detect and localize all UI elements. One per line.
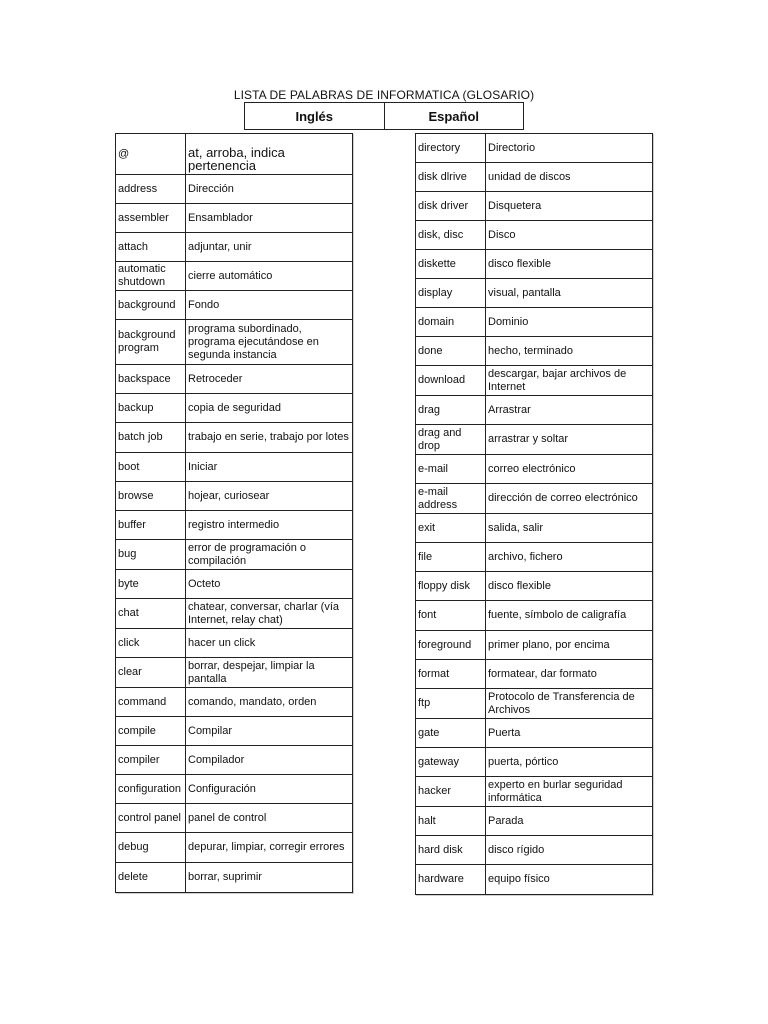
- term-spanish: copia de seguridad: [186, 394, 353, 423]
- table-row: [116, 570, 353, 599]
- term-english: backspace: [116, 365, 186, 394]
- term-english: compiler: [116, 746, 186, 775]
- term-spanish: at, arroba, indica pertenencia: [186, 134, 353, 175]
- term-english: @: [116, 134, 186, 175]
- term-spanish: arrastrar y soltar: [486, 425, 653, 455]
- term-english: e-mail address: [416, 484, 486, 514]
- table-row: [416, 865, 653, 895]
- table-row: [416, 396, 653, 425]
- term-spanish: cierre automático: [186, 262, 353, 291]
- term-spanish: fuente, símbolo de caligrafía: [486, 601, 653, 631]
- table-row: [416, 514, 653, 543]
- term-english: batch job: [116, 423, 186, 453]
- table-row: [116, 291, 353, 320]
- term-english: font: [416, 601, 486, 631]
- table-row: [116, 423, 353, 453]
- term-english: background program: [116, 320, 186, 365]
- table-row: [116, 394, 353, 423]
- header-spanish: Español: [384, 103, 524, 129]
- table-row: [416, 455, 653, 484]
- term-spanish: Arrastrar: [486, 396, 653, 425]
- table-row: [116, 629, 353, 658]
- table-row: [116, 658, 353, 688]
- term-spanish: Fondo: [186, 291, 353, 320]
- term-english: background: [116, 291, 186, 320]
- table-row: [416, 689, 653, 719]
- term-english: disk, disc: [416, 221, 486, 250]
- term-english: click: [116, 629, 186, 658]
- glossary-table-left: [115, 133, 353, 893]
- term-english: domain: [416, 308, 486, 337]
- term-spanish: panel de control: [186, 804, 353, 833]
- term-spanish: Dominio: [486, 308, 653, 337]
- term-english: debug: [116, 833, 186, 863]
- term-spanish: hacer un click: [186, 629, 353, 658]
- table-row: [116, 511, 353, 540]
- term-english: disk dlrive: [416, 163, 486, 192]
- term-english: compile: [116, 717, 186, 746]
- term-spanish: Disquetera: [486, 192, 653, 221]
- term-spanish: descargar, bajar archivos de Internet: [486, 366, 653, 396]
- term-spanish: equipo físico: [486, 865, 653, 895]
- term-english: display: [416, 279, 486, 308]
- term-english: delete: [116, 863, 186, 893]
- term-spanish: Retroceder: [186, 365, 353, 394]
- table-row: [116, 746, 353, 775]
- term-english: automatic shutdown: [116, 262, 186, 291]
- term-english: done: [416, 337, 486, 366]
- term-spanish: unidad de discos: [486, 163, 653, 192]
- term-english: bug: [116, 540, 186, 570]
- term-spanish: visual, pantalla: [486, 279, 653, 308]
- table-row: [416, 425, 653, 455]
- table-row: [416, 221, 653, 250]
- table-row: [116, 804, 353, 833]
- term-spanish: hojear, curiosear: [186, 482, 353, 511]
- term-spanish: borrar, despejar, limpiar la pantalla: [186, 658, 353, 688]
- table-row: [416, 163, 653, 192]
- term-spanish: hecho, terminado: [486, 337, 653, 366]
- table-row: [416, 308, 653, 337]
- table-row: [116, 233, 353, 262]
- table-row: [416, 134, 653, 163]
- term-english: chat: [116, 599, 186, 629]
- term-english: command: [116, 688, 186, 717]
- term-spanish: comando, mandato, orden: [186, 688, 353, 717]
- table-row: [116, 482, 353, 511]
- term-english: address: [116, 175, 186, 204]
- term-spanish: trabajo en serie, trabajo por lotes: [186, 423, 353, 453]
- term-spanish: registro intermedio: [186, 511, 353, 540]
- term-english: byte: [116, 570, 186, 599]
- glossary-table-right: [415, 133, 653, 895]
- header-english: Inglés: [295, 108, 334, 124]
- term-spanish: formatear, dar formato: [486, 660, 653, 689]
- column-header: [244, 102, 524, 130]
- term-spanish: programa subordinado, programa ejecutándose en segunda instancia: [186, 320, 353, 365]
- table-row: [416, 192, 653, 221]
- term-spanish: error de programación o compilación: [186, 540, 353, 570]
- term-spanish: Parada: [486, 807, 653, 836]
- table-row: [416, 337, 653, 366]
- table-row: [416, 777, 653, 807]
- term-english: boot: [116, 453, 186, 482]
- term-spanish: dirección de correo electrónico: [486, 484, 653, 514]
- table-row: [116, 453, 353, 482]
- term-spanish: Ensamblador: [186, 204, 353, 233]
- table-row: [116, 775, 353, 804]
- term-spanish: Puerta: [486, 719, 653, 748]
- table-row: [116, 262, 353, 291]
- term-english: format: [416, 660, 486, 689]
- table-row: [116, 204, 353, 233]
- table-row: [416, 484, 653, 514]
- term-english: disk driver: [416, 192, 486, 221]
- term-english: gateway: [416, 748, 486, 777]
- term-english: ftp: [416, 689, 486, 719]
- table-row: [416, 719, 653, 748]
- table-row: [416, 366, 653, 396]
- term-spanish: adjuntar, unir: [186, 233, 353, 262]
- table-row: [416, 660, 653, 689]
- table-row: [416, 572, 653, 601]
- term-english: backup: [116, 394, 186, 423]
- term-spanish: Dirección: [186, 175, 353, 204]
- term-english: diskette: [416, 250, 486, 279]
- table-row: [116, 833, 353, 863]
- table-row: [116, 365, 353, 394]
- table-row: [116, 688, 353, 717]
- term-spanish: disco rígido: [486, 836, 653, 865]
- table-row: [116, 599, 353, 629]
- table-row: [416, 807, 653, 836]
- term-english: halt: [416, 807, 486, 836]
- term-spanish: depurar, limpiar, corregir errores: [186, 833, 353, 863]
- term-spanish: chatear, conversar, charlar (vía Internet, relay chat): [186, 599, 353, 629]
- term-english: browse: [116, 482, 186, 511]
- table-row: [116, 320, 353, 365]
- term-spanish: Directorio: [486, 134, 653, 163]
- term-spanish: primer plano, por encima: [486, 631, 653, 660]
- term-spanish: puerta, pórtico: [486, 748, 653, 777]
- term-english: file: [416, 543, 486, 572]
- table-row: [416, 279, 653, 308]
- term-spanish: Disco: [486, 221, 653, 250]
- table-row: [416, 631, 653, 660]
- term-spanish: salida, salir: [486, 514, 653, 543]
- table-row: [116, 134, 353, 175]
- table-row: [416, 543, 653, 572]
- term-spanish: disco flexible: [486, 572, 653, 601]
- term-english: exit: [416, 514, 486, 543]
- term-spanish: Protocolo de Transferencia de Archivos: [486, 689, 653, 719]
- term-spanish: Configuración: [186, 775, 353, 804]
- term-spanish: archivo, fichero: [486, 543, 653, 572]
- page-title: LISTA DE PALABRAS DE INFORMATICA (GLOSARIO): [233, 88, 535, 102]
- table-row: [416, 748, 653, 777]
- table-row: [116, 175, 353, 204]
- table-row: [416, 836, 653, 865]
- table-row: [416, 250, 653, 279]
- term-spanish: Iniciar: [186, 453, 353, 482]
- term-spanish: Octeto: [186, 570, 353, 599]
- term-english: drag: [416, 396, 486, 425]
- term-english: attach: [116, 233, 186, 262]
- term-english: clear: [116, 658, 186, 688]
- term-english: download: [416, 366, 486, 396]
- term-english: floppy disk: [416, 572, 486, 601]
- term-english: buffer: [116, 511, 186, 540]
- term-spanish: borrar, suprimir: [186, 863, 353, 893]
- term-english: hard disk: [416, 836, 486, 865]
- term-spanish: disco flexible: [486, 250, 653, 279]
- table-row: [116, 863, 353, 893]
- term-spanish: Compilar: [186, 717, 353, 746]
- term-english: drag and drop: [416, 425, 486, 455]
- table-row: [116, 717, 353, 746]
- term-spanish: Compilador: [186, 746, 353, 775]
- term-english: configuration: [116, 775, 186, 804]
- term-spanish: experto en burlar seguridad informática: [486, 777, 653, 807]
- table-row: [116, 540, 353, 570]
- term-english: assembler: [116, 204, 186, 233]
- term-english: foreground: [416, 631, 486, 660]
- term-english: e-mail: [416, 455, 486, 484]
- term-spanish: correo electrónico: [486, 455, 653, 484]
- term-english: control panel: [116, 804, 186, 833]
- term-english: hardware: [416, 865, 486, 895]
- term-english: gate: [416, 719, 486, 748]
- table-row: [416, 601, 653, 631]
- term-english: hacker: [416, 777, 486, 807]
- term-english: directory: [416, 134, 486, 163]
